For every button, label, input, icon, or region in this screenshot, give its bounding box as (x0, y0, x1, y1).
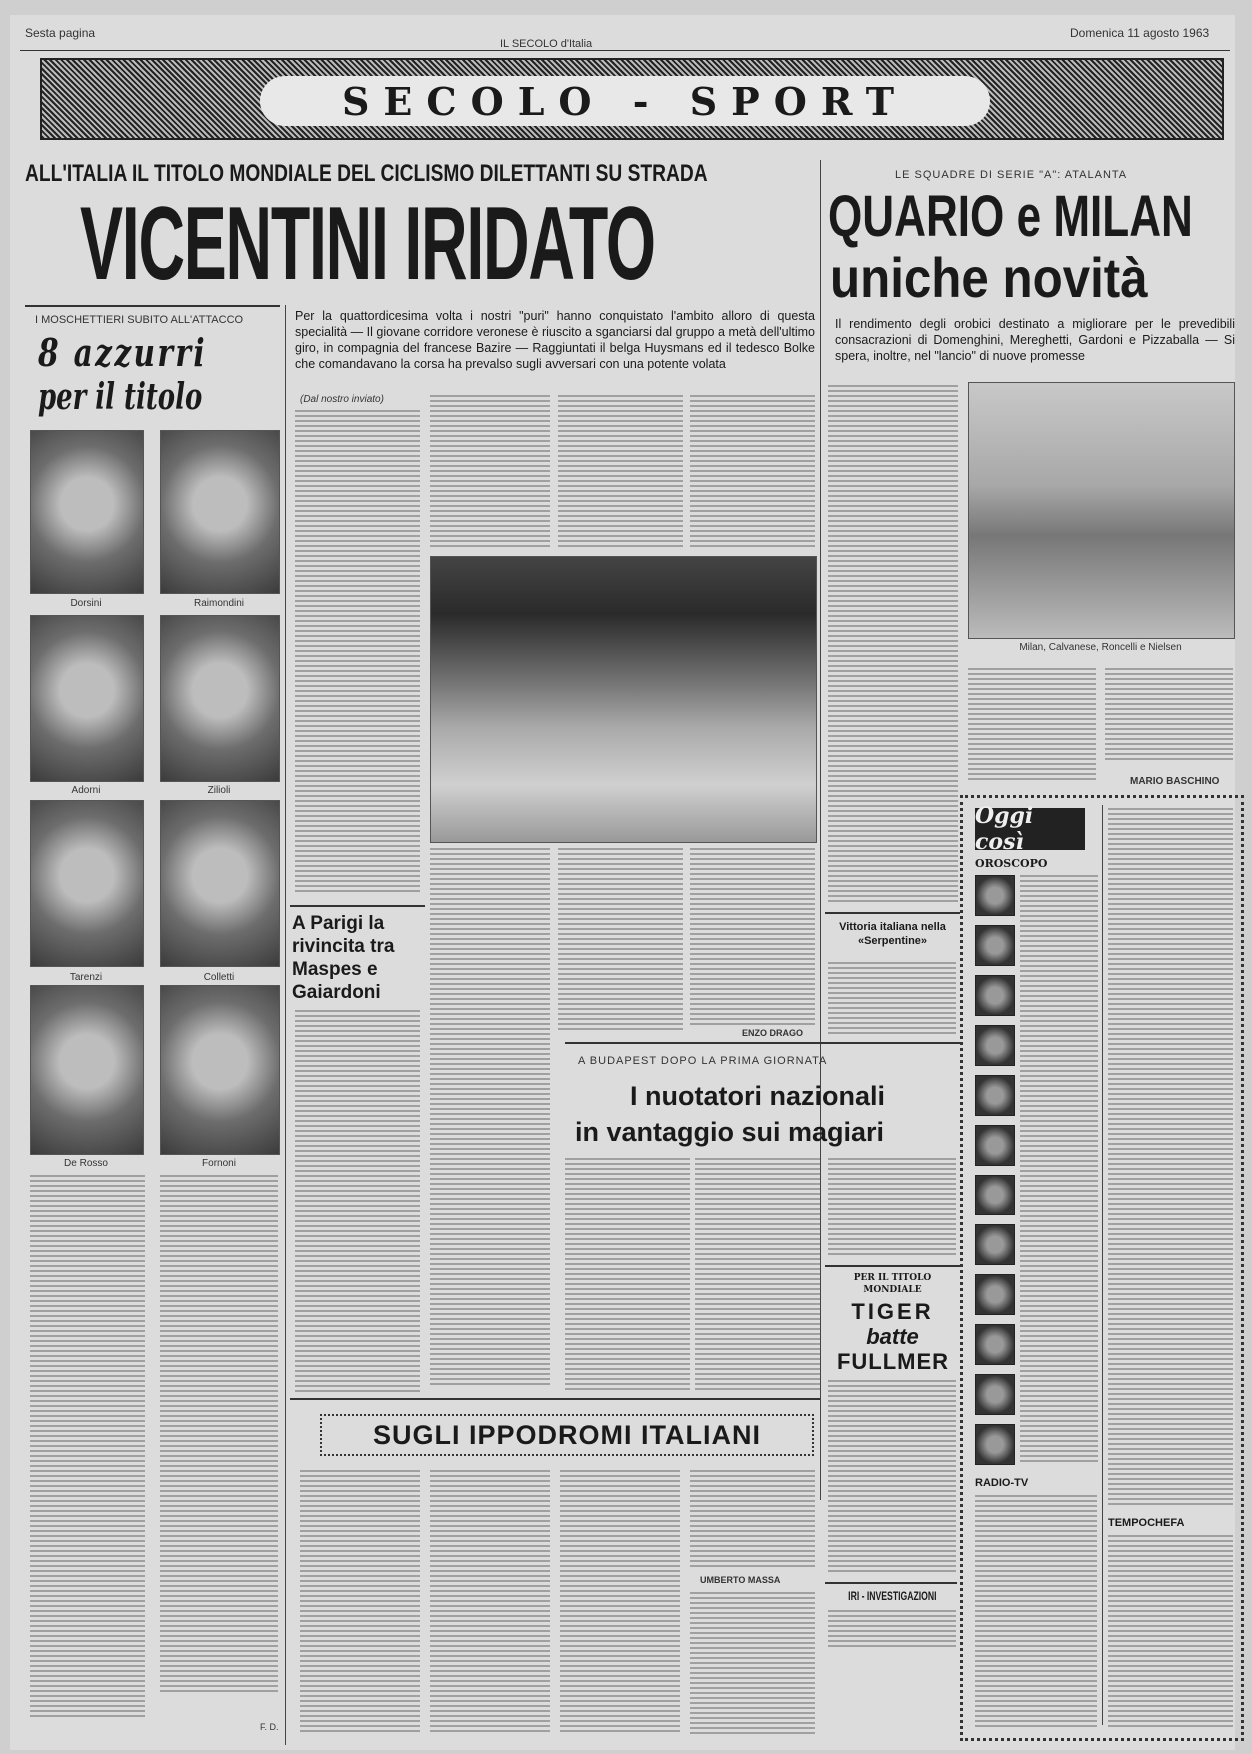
section-banner-label-box (260, 76, 990, 126)
page-date: Domenica 11 agosto 1963 (1070, 26, 1210, 40)
serie-a-body-text (828, 385, 958, 905)
rider-photo (30, 615, 144, 782)
column-divider (1102, 805, 1103, 1725)
column-divider (820, 160, 821, 1500)
serpentine-headline: Vittoria italiana nella «Serpentine» (839, 921, 946, 947)
rider-photo (160, 615, 280, 782)
zodiac-libra-icon (975, 975, 1015, 1016)
serpentine-body-text (828, 962, 956, 1035)
zodiac-scorpio-icon (975, 1025, 1015, 1066)
parigi-headline: A Parigi la rivincita tra Maspes e Gaiardoni (292, 913, 395, 1003)
azzurri-signature: F. D. (260, 1722, 279, 1732)
cycling-body-text (690, 395, 815, 550)
rule (825, 912, 960, 914)
serie-a-kicker: LE SQUADRE DI SERIE "A": ATALANTA (895, 169, 1128, 181)
rider-photo (30, 430, 144, 594)
azzurri-title-1: 8 azzurri (38, 330, 207, 375)
rider-caption: De Rosso (64, 1158, 108, 1169)
serie-a-author: MARIO BASCHINO (1130, 776, 1220, 787)
zodiac-leo-icon (975, 875, 1015, 916)
weather-title: TEMPOCHEFA (1108, 1517, 1185, 1529)
horses-headline: SUGLI IPPODROMI ITALIANI (373, 1419, 761, 1450)
azzurri-body-text (160, 1175, 278, 1695)
rider-caption: Dorsini (70, 598, 102, 609)
weather-text (1108, 1535, 1233, 1730)
zodiac-taurus-icon (975, 1324, 1015, 1365)
zodiac-pisces-icon (975, 1224, 1015, 1265)
horoscope-text (1020, 875, 1098, 1465)
horses-headline-box (320, 1414, 814, 1456)
rider-caption: Fornoni (202, 1158, 236, 1169)
rule (565, 1042, 960, 1044)
rule (25, 305, 280, 307)
cycling-body-text (690, 848, 815, 1026)
ad-body-text (828, 1610, 956, 1650)
rider-caption: Zilioli (207, 785, 231, 796)
column-divider (285, 305, 286, 1745)
zodiac-aquarius-icon (975, 1175, 1015, 1216)
horses-body-text (300, 1470, 420, 1735)
boxing-headline-3: FULLMER (836, 1349, 950, 1374)
radio-listings-text (1108, 808, 1233, 1508)
boxing-headline-2: batte (866, 1324, 919, 1349)
horses-author: UMBERTO MASSA (700, 1575, 781, 1585)
ad-title: IRI - INVESTIGAZIONI (847, 1589, 937, 1603)
swimming-body-text (695, 1158, 820, 1393)
rider-photo (30, 800, 144, 967)
cycling-deck: Per la quattordicesima volta i nostri "puri" hanno conquistato l'ambito alloro di questa specialità — Il giovane corridore veronese è riuscito a sganciarsi dal gruppo a metà dell'ultimo giro, in compagnia del francese Bazire — Raggiuntati il belga Huysmans ed il tedesco Bolke che comandavano la corsa ha prevalso sugli avversari con una potente volata (295, 309, 815, 371)
serie-a-headline-2: uniche novità (830, 246, 1148, 309)
zodiac-aries-icon (975, 1274, 1015, 1315)
boxing-headline-1: TIGER (851, 1299, 934, 1324)
azzurri-title-2: per il titolo (38, 376, 203, 418)
swimming-kicker: A BUDAPEST DOPO LA PRIMA GIORNATA (578, 1055, 828, 1067)
zodiac-sagittarius-icon (975, 1075, 1015, 1116)
rider-caption: Tarenzi (69, 972, 103, 983)
boxing-kicker: PER IL TITOLO MONDIALE (853, 1273, 932, 1295)
zodiac-capricorn-icon (975, 1125, 1015, 1166)
ad-title-box (826, 1588, 958, 1604)
cycling-body-text (295, 410, 420, 895)
horses-body-text (430, 1470, 550, 1735)
zodiac-cancer-icon (975, 1424, 1015, 1465)
newspaper-name: IL SECOLO d'Italia (500, 38, 593, 50)
cycling-headline: VICENTINI IRIDATO (80, 186, 655, 302)
zodiac-virgo-icon (975, 925, 1015, 966)
serie-a-body-text (1105, 668, 1233, 763)
cycling-body-text (430, 395, 550, 550)
boxing-body-text (828, 1380, 956, 1575)
serie-a-body-text (968, 668, 1096, 780)
swimming-body-text (565, 1158, 690, 1393)
oggi-cosi-logo (975, 803, 1085, 855)
serie-a-headline-1: QUARIO e MILAN (828, 184, 1193, 249)
zodiac-icons (975, 875, 1015, 1465)
rule (825, 1265, 960, 1267)
race-finish-photo (430, 556, 817, 843)
rider-photo (160, 800, 280, 967)
horoscope-title: OROSCOPO (975, 857, 1048, 870)
rider-caption: Adorni (71, 785, 101, 796)
rule (290, 905, 425, 907)
parigi-body-text (295, 1010, 420, 1395)
rider-caption: Colletti (203, 972, 235, 983)
horses-body-text (560, 1470, 680, 1735)
rider-photo (160, 985, 280, 1155)
cycling-body-text (558, 395, 683, 550)
swimming-headline-2: in vantaggio sui magiari (575, 1117, 885, 1147)
zodiac-gemini-icon (975, 1374, 1015, 1415)
oggi-cosi-logo-text: Oggi così (975, 803, 1034, 855)
swimming-headline-1: I nuotatori nazionali (630, 1081, 885, 1111)
radio-tv-text (975, 1495, 1097, 1730)
cycling-byline: (Dal nostro inviato) (300, 394, 384, 405)
azzurri-kicker: I MOSCHETTIERI SUBITO ALL'ATTACCO (35, 314, 244, 326)
horses-body-text (690, 1592, 815, 1735)
cycling-author: ENZO DRAGO (742, 1028, 804, 1038)
rule (825, 1582, 957, 1584)
atalanta-photo-caption: Milan, Calvanese, Roncelli e Nielsen (1019, 642, 1182, 653)
swimming-body-text (828, 1158, 956, 1258)
azzurri-body-text (30, 1175, 145, 1720)
rider-caption: Raimondini (193, 598, 245, 609)
cycling-kicker: ALL'ITALIA IL TITOLO MONDIALE DEL CICLISMO DILETTANTI SU STRADA (25, 160, 708, 187)
header-rule (20, 50, 1230, 51)
horses-body-text (690, 1470, 815, 1570)
radio-tv-title: RADIO-TV (975, 1477, 1029, 1489)
atalanta-team-photo (968, 382, 1235, 639)
cycling-body-text (558, 848, 683, 1033)
rule (290, 1398, 820, 1400)
section-title: SECOLO - SPORT (341, 78, 909, 124)
rider-photo (160, 430, 280, 594)
page-label: Sesta pagina (25, 26, 96, 40)
serie-a-deck: Il rendimento degli orobici destinato a migliorare per le prevedibili consacrazioni di Domenghini, Mereghetti, Gardoni e Pizzaballa — Si spera, inoltre, nel "lancio" di nuove promesse (835, 317, 1235, 363)
cycling-body-text (430, 848, 550, 1388)
rider-photo (30, 985, 144, 1155)
